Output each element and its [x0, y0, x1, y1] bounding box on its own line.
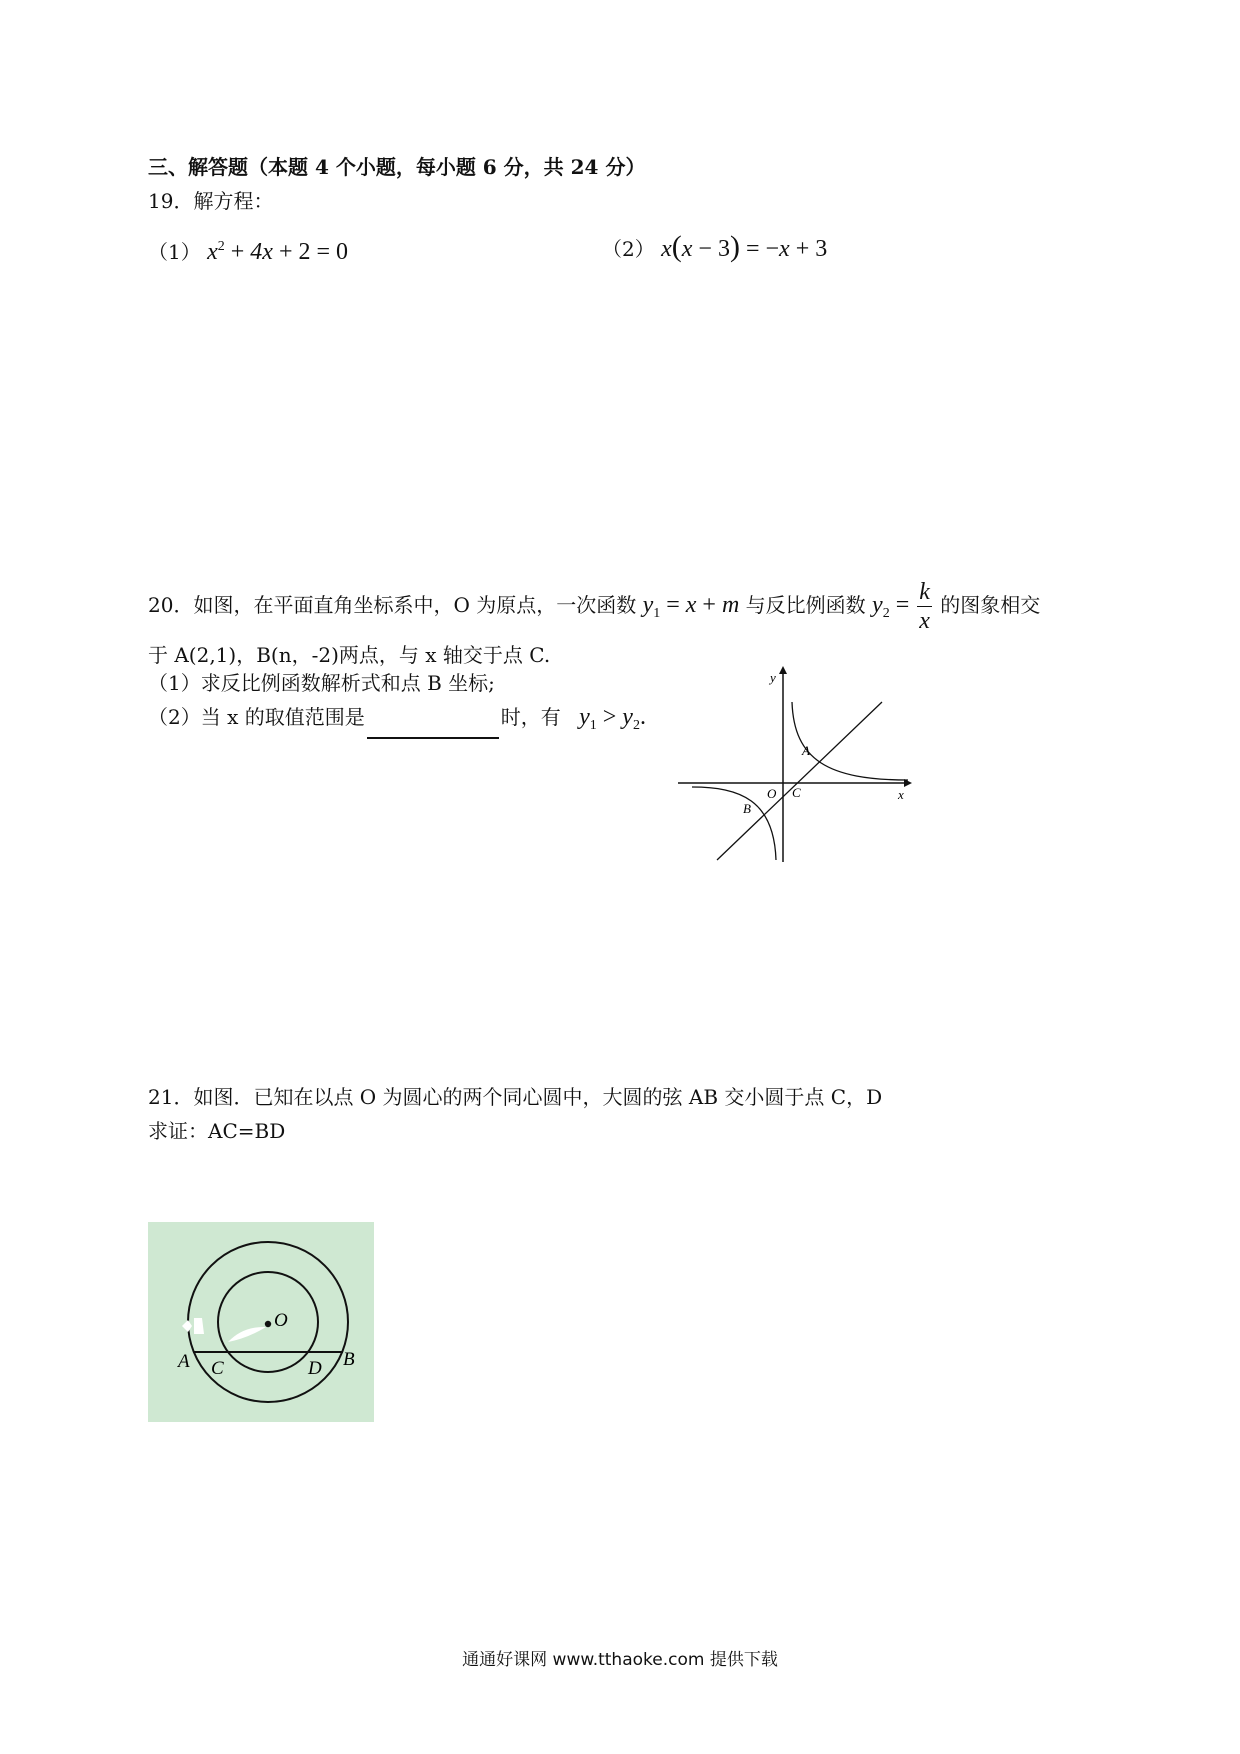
q20-subq2-after: 时，有: [500, 705, 561, 729]
q20-stem-part2: 与反比例函数: [745, 593, 866, 618]
figure-label-d: D: [308, 1358, 322, 1379]
q19-part2: [602, 230, 828, 263]
y-axis-arrow: [779, 666, 787, 674]
q19-part1-label: （1）: [148, 240, 201, 264]
q20-subq2-before: （2）当 x 的取值范围是: [148, 705, 365, 729]
graph-label-x: x: [898, 787, 904, 802]
q20-subq2: [148, 704, 646, 739]
q21-concentric-circles-figure: [148, 1222, 374, 1422]
graph-label-b: B: [743, 801, 751, 816]
section-title: 三、解答题（本题 4 个小题，每小题 6 分，共 24 分）: [148, 155, 646, 179]
answer-blank[interactable]: [367, 715, 499, 739]
q19-part2-label: （2）: [602, 237, 655, 261]
q20-stem-part1: 20．如图，在平面直角坐标系中，O 为原点，一次函数: [148, 593, 637, 618]
figure-label-a: A: [178, 1351, 190, 1372]
graph-label-origin: O: [767, 786, 777, 801]
q19-equation-2: x(x − 3) = −x + 3: [661, 230, 828, 263]
q20-coordinate-graph: [670, 660, 920, 870]
center-point: [265, 1321, 271, 1327]
q21-line1: 21．如图．已知在以点 O 为圆心的两个同心圆中，大圆的弦 AB 交小圆于点 C，D: [148, 1085, 883, 1109]
inequality-formula: $y_1 > y_2$.: [579, 704, 646, 733]
linear-function-line: [717, 702, 882, 860]
q19-equation-1: $x^2 + 4x + 2 = 0$: [207, 239, 349, 265]
q20-stem-part3: 的图象相交: [940, 593, 1041, 618]
hyperbola-branch-1: [792, 702, 908, 780]
figure-label-b: B: [343, 1349, 355, 1370]
graph-label-y: y: [770, 670, 776, 685]
footer-text: 通通好课网 www.tthaoke.com 提供下载: [462, 1650, 778, 1670]
inverse-function-formula: $y_2$ = $\frac{k}{x}$: [872, 579, 930, 634]
q20-subq1: （1）求反比例函数解析式和点 B 坐标;: [148, 671, 495, 695]
q20-stem: [148, 578, 1040, 635]
graph-label-a: A: [802, 743, 810, 758]
q19-part1: [148, 234, 348, 265]
q20-line2: 于 A(2,1)，B(n，-2)两点，与 x 轴交于点 C.: [148, 643, 551, 667]
figure-background: [148, 1222, 374, 1422]
figure-label-c: C: [211, 1358, 224, 1379]
linear-function-formula: $y_1 = x + m$: [642, 592, 740, 622]
q19-stem: 19．解方程：: [148, 189, 274, 213]
figure-label-o: O: [274, 1310, 288, 1331]
graph-label-c: C: [792, 785, 801, 800]
hyperbola-branch-2: [692, 787, 776, 860]
q21-line2: 求证：AC=BD: [148, 1119, 286, 1143]
